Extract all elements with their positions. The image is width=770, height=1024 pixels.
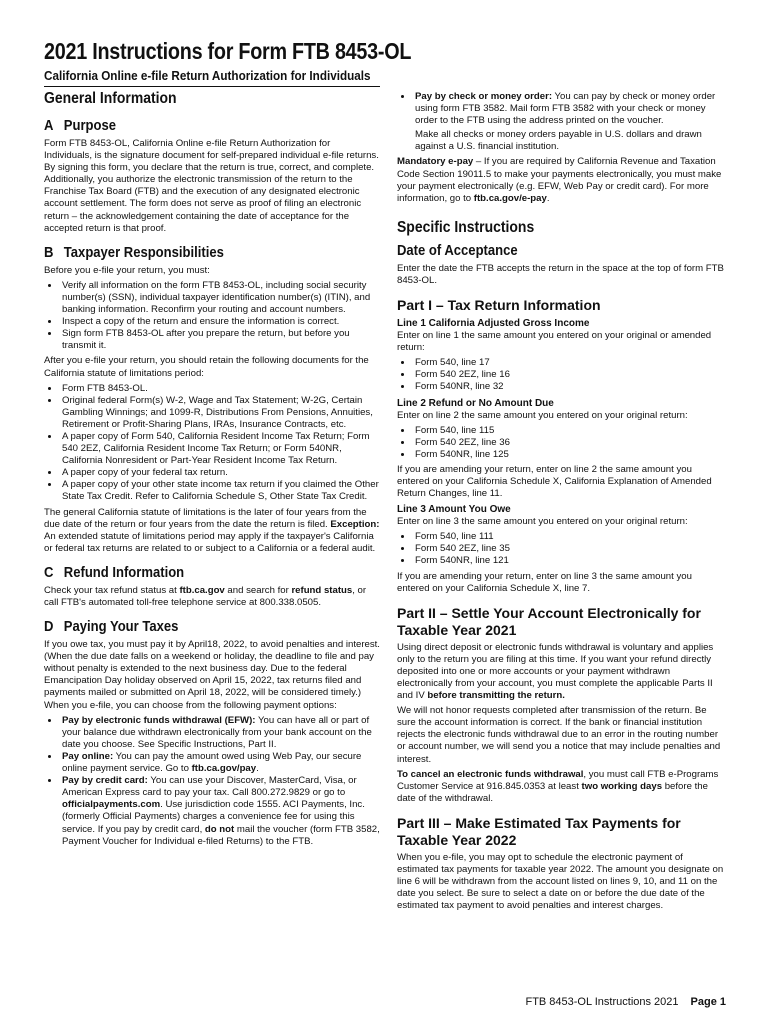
paragraph-text: Using direct deposit or electronic funds withdrawal is voluntary and applies only to the return you are filing at this time. If you want your refund directly deposited into one or more accounts or your payment withdrawn electronically from your account, you must complete the applicable Parts II and IV — [397, 641, 714, 702]
payment-option-credit-card — [60, 775, 380, 848]
exception-label: Exception: — [330, 518, 380, 530]
paragraph-emphasis: before transmitting the return. — [427, 690, 565, 702]
general-information-heading: General Information — [44, 90, 177, 107]
refund-information-heading — [44, 565, 346, 581]
footer-document-name: FTB 8453-OL Instructions 2021 — [525, 996, 679, 1008]
list-item: • Form 540NR, line 121 — [413, 555, 727, 567]
option-label: Pay by check or money order: — [415, 91, 553, 102]
refund-text-part: and search for — [224, 584, 292, 596]
line-3-amend-text: If you are amending your return, enter on line 3 the same amount you entered on your California Schedule X, line 7. — [397, 570, 692, 594]
option-label: Pay by electronic funds withdrawal (EFW): — [62, 714, 256, 726]
mandatory-epay-body: – If you are required by California Revenue and Taxation Code Section 19011.5 to make your payments electronically, you must make your payment electronically (e.g. EFW, Web Pay or credit card). For more information, go to — [397, 156, 722, 204]
line-3-list — [397, 531, 727, 567]
list-item: • A paper copy of your other state income tax return if you claimed the Other State Tax Credit. Refer to California Schedule S, Other State Tax Credit. — [60, 479, 380, 503]
epay-link[interactable]: ftb.ca.gov/e-pay — [473, 192, 547, 204]
payment-option-efw — [60, 715, 380, 751]
line-2-amend-text: If you are amending your return, enter on line 2 the same amount you entered on your California Schedule X, California Explanation of Amended Return Changes, line 11. — [397, 463, 712, 500]
list-item: • Form 540 2EZ, line 16 — [413, 369, 727, 381]
line-3-label: Line 3 Amount You Owe — [397, 504, 511, 516]
page-number: Page 1 — [690, 996, 726, 1008]
list-item: • Original federal Form(s) W-2, Wage and Tax Statement; W-2G, Certain Gambling Winnings; and 1099-R, Distributions From Pensions, Annuities, Retirement or Profit-Sharing Plans, IRAs, Insurance Contracts, etc. — [60, 395, 380, 431]
responsibilities-intro: Before you e-file your return, you must: — [44, 264, 210, 276]
list-item: • Form 540, line 111 — [413, 531, 727, 543]
option-text: You can pay by check or money order using form FTB 3582. Mail form FTB 3582 with your check or money order to the FTB using the address printed on the voucher. — [415, 91, 716, 127]
mandatory-epay-text — [397, 156, 727, 204]
part-2-cancel-text — [397, 769, 727, 805]
paragraph-emphasis: two working days — [581, 780, 663, 792]
section-title: Purpose — [63, 118, 117, 134]
mandatory-epay-body: . — [546, 192, 550, 204]
paragraph-text: before the date of the withdrawal. — [397, 780, 708, 804]
list-item: • Form 540 2EZ, line 35 — [413, 543, 727, 555]
option-label: Pay online: — [62, 750, 114, 762]
refund-text-part: , or call FTB's automated toll-free telephone service at 800.338.0505. — [44, 584, 367, 608]
date-of-acceptance-heading: Date of Acceptance — [397, 242, 518, 259]
list-item: • Inspect a copy of the return and ensure the information is correct. — [60, 316, 380, 328]
retain-documents-list — [44, 383, 380, 504]
part-2-text-1 — [397, 642, 727, 702]
refund-status-term: refund status — [291, 584, 353, 596]
part-3-text: When you e-file, you may opt to schedule the electronic payment of estimated tax payments for taxable year 2022. The amount you designate on line 6 will be withdrawn from the account listed on lines 9, 10, and 11 on the date you select. Be sure to select a date on or before the due date of the estimated tax payment to avoid penalties and interest charges. — [397, 851, 724, 912]
right-column — [397, 91, 727, 915]
option-text: . Use jurisdiction code 1555. ACI Payments, Inc. (formerly Official Payments) charges a convenience fee for using this service. If you pay by credit card, — [62, 799, 365, 835]
option-text: You can use your Discover, MasterCard, Visa, or American Express card to pay your tax. Call 800.272.9829 or go to — [62, 775, 357, 799]
responsibilities-list — [44, 280, 380, 353]
list-item: • A paper copy of your federal tax return. — [60, 467, 380, 479]
date-of-acceptance-text: Enter the date the FTB accepts the return in the space at the top of form FTB 8453-OL. — [397, 262, 724, 286]
specific-instructions-heading: Specific Instructions — [397, 218, 535, 236]
web-pay-link[interactable]: ftb.ca.gov/pay — [191, 763, 257, 775]
list-item: • Form 540NR, line 125 — [413, 449, 727, 461]
section-title: Taxpayer Responsibilities — [63, 244, 224, 261]
paragraph-emphasis: To cancel an electronic funds withdrawal — [397, 768, 584, 780]
line-2-list — [397, 425, 727, 461]
paying-intro: If you owe tax, you must pay it by April18, 2022, to avoid penalties and interest. (When the due date falls on a weekend or holiday, the deadline to file and pay without penalty is extended to the next business day. Due to the federal Emancipation Day holiday observed on April 15, 2022, tax returns filed and payments mailed or submitted on April 18, 2022, will be considered timely.) When you e-file, you can choose from the following payment options: — [44, 639, 380, 711]
payment-option-check — [413, 91, 727, 127]
part-2-text-2: We will not honor requests completed after transmission of the return. Be sure the account information is correct. If the bank or financial institution rejects the electronic funds withdrawal due to an error in the routing number or account number, we will send you a notice that may include penalties and interest. — [397, 705, 721, 765]
part-2-heading: Part II – Settle Your Account Electronically for Taxable Year 2021 — [397, 604, 701, 638]
section-letter: B — [44, 244, 54, 261]
part-1-heading: Part I – Tax Return Information — [397, 297, 601, 314]
line-1-list — [397, 357, 727, 393]
payment-option-online — [60, 751, 380, 775]
official-payments-link[interactable]: officialpayments.com — [62, 799, 161, 811]
section-title: Refund Information — [63, 564, 185, 581]
document-title: 2021 Instructions for Form FTB 8453-OL — [44, 38, 412, 64]
list-item: • A paper copy of Form 540, California Resident Income Tax Return; Form 540 2EZ, California Resident Income Tax Return; or Form 540NR, California Nonresident or Part-Year Resident Income Tax Return. — [60, 431, 380, 467]
retain-documents-intro: After you e-file your return, you should retain the following documents for the California statute of limitations period: — [44, 355, 369, 379]
list-item: • Form FTB 8453-OL. — [60, 383, 380, 395]
mandatory-epay-label: Mandatory e-pay — [397, 156, 474, 168]
option-text: You can pay the amount owed using Web Pay, our secure online payment service. Go to — [62, 750, 362, 775]
section-letter: A — [44, 118, 54, 134]
section-letter: C — [44, 564, 54, 581]
ftb-website-link[interactable]: ftb.ca.gov — [179, 584, 225, 596]
section-title: Paying Your Taxes — [63, 619, 179, 636]
payment-options-list-continued — [397, 91, 727, 153]
list-item: • Form 540NR, line 32 — [413, 381, 727, 393]
option-label: Pay by credit card: — [62, 775, 148, 787]
option-text: You can have all or part of your balance due withdrawn electronically from your bank account on the date you choose. See Specific Instructions, Part II. — [62, 714, 372, 750]
check-payable-note: Make all checks or money orders payable in U.S. dollars and drawn against a U.S. financial institution. — [415, 129, 702, 153]
taxpayer-responsibilities-heading — [44, 245, 346, 261]
line-1-label: Line 1 California Adjusted Gross Income — [397, 318, 590, 330]
section-letter: D — [44, 619, 54, 636]
list-item: • Verify all information on the form FTB 8453-OL, including social security number(s) (SSN), individual taxpayer identification number(s) (ITIN), and banking information. Reconfirm your routing and account numbers. — [60, 280, 380, 316]
purpose-text: Form FTB 8453-OL, California Online e-file Return Authorization for Individuals, is the signature document for self-prepared individual e-file returns. By signing this form, you declare that the return is true, correct, and complete. Additionally, you authorize the electronic transmission of the return to the Franchise Tax Board (FTB) and the execution of any designated electronic account settlement. The form does not serve as proof of filing an electronic return – the acknowledgement containing the date of acceptance for the accepted return is that proof. — [44, 138, 379, 234]
title-rule — [44, 86, 380, 87]
part-3-heading: Part III – Make Estimated Tax Payments for Taxable Year 2022 — [397, 814, 681, 848]
refund-text — [44, 585, 380, 609]
list-item: • Sign form FTB 8453-OL after you prepare the return, but before you transmit it. — [60, 328, 380, 352]
line-2-label: Line 2 Refund or No Amount Due — [397, 397, 554, 409]
option-text: . — [256, 763, 259, 775]
list-item: • Form 540 2EZ, line 36 — [413, 437, 727, 449]
document-subtitle: California Online e-file Return Authorization for Individuals — [44, 68, 371, 83]
line-1-text: Enter on line 1 the same amount you entered on your original or amended return: — [397, 330, 712, 354]
refund-text-part: Check your tax refund status at — [44, 584, 180, 596]
option-text: mail the voucher (form FTB 3582, Payment Voucher for Individual e-filed Returns) to the FTB. — [62, 823, 380, 847]
option-emphasis: do not — [204, 823, 235, 835]
purpose-heading — [44, 118, 346, 134]
payment-options-list — [44, 715, 380, 848]
paragraph-text: , you must call FTB e-Programs Customer Service at 916.845.0353 at least — [397, 768, 719, 792]
left-column — [44, 90, 380, 851]
list-item: • Form 540, line 17 — [413, 357, 727, 369]
paying-your-taxes-heading — [44, 619, 346, 635]
exception-text: An extended statute of limitations period may apply if the taxpayer's California or federal tax returns are related to or subject to a California or a federal audit. — [44, 530, 376, 554]
list-item: • Form 540, line 115 — [413, 425, 727, 437]
statute-text: The general California statute of limitations is the later of four years from the due date of the return or four years from the date the return is filed. — [44, 506, 367, 530]
page-footer — [500, 996, 726, 1008]
statute-of-limitations-text — [44, 507, 380, 555]
line-2-text: Enter on line 2 the same amount you entered on your original return: — [397, 409, 688, 421]
line-3-text: Enter on line 3 the same amount you entered on your original return: — [397, 516, 688, 528]
